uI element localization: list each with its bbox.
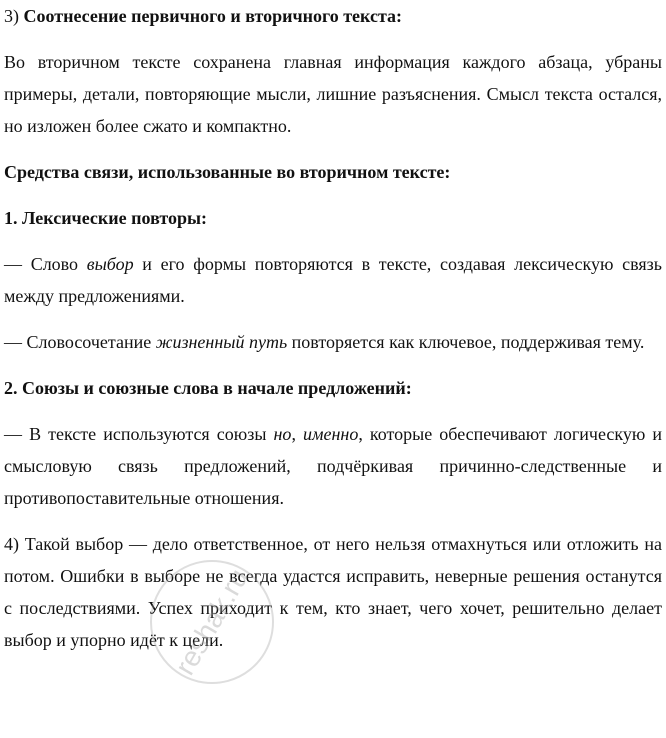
text-run: — Слово	[4, 254, 87, 274]
item-1-paragraph-1	[4, 248, 662, 312]
watermark-logo: reshak.ru	[127, 537, 296, 706]
item-2-paragraph	[4, 418, 662, 514]
item-2-heading: 2. Союзы и союзные слова в начале предложений:	[4, 378, 412, 398]
section-3-heading	[4, 0, 662, 32]
item-1-paragraph-2	[4, 326, 662, 358]
means-heading: Средства связи, использованные во вторичном тексте:	[4, 162, 451, 182]
italic-term: выбор	[86, 254, 134, 274]
text-run: — В тексте используются союзы	[4, 424, 274, 444]
item-1-heading: 1. Лексические повторы:	[4, 208, 208, 228]
text-run: и его формы повторяются в тексте, создавая лексическую связь между предложениями.	[4, 254, 662, 306]
text-run: — Словосочетание	[4, 332, 156, 352]
text-run: повторяется как ключевое, поддерживая тему.	[287, 332, 645, 352]
italic-term: жизненный путь	[155, 332, 288, 352]
text-run: , которые обеспечивают логическую и смысловую связь предложений, подчёркивая причинно-следственные и противопоставительные отношения.	[4, 424, 663, 508]
section-3-paragraph: Во вторичном тексте сохранена главная информация каждого абзаца, убраны примеры, детали, повторяющие мысли, лишние разъяснения. Смысл текста остался, но изложен более сжато и компактно.	[4, 52, 662, 136]
section-3-number: 3)	[4, 6, 24, 26]
section-3-title: Соотнесение первичного и вторичного текста:	[23, 6, 403, 26]
text-run: ,	[291, 424, 304, 444]
section-4-paragraph: 4) Такой выбор — дело ответственное, от него нельзя отмахнуться или отложить на потом. Ошибки в выборе не всегда удастся исправить, неверные решения останутся с последствиями. Успех приходит к тем, кто знает, чего хочет, решительно делает выбор и упорно идёт к цели.	[4, 534, 662, 650]
italic-term: но	[273, 424, 292, 444]
italic-term: именно	[303, 424, 359, 444]
